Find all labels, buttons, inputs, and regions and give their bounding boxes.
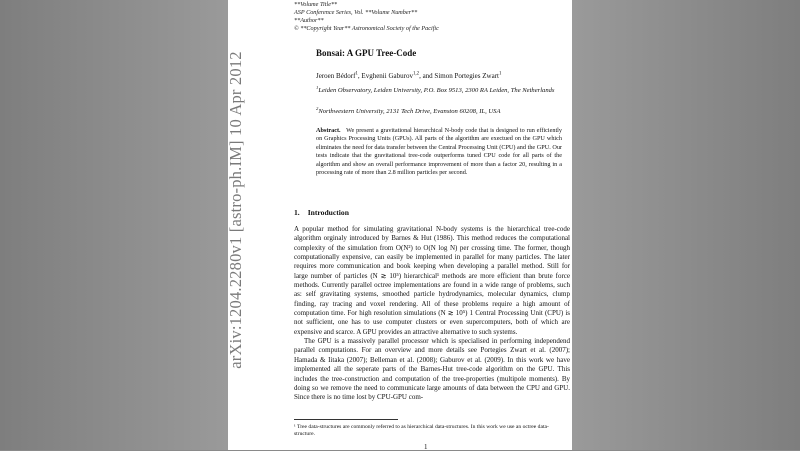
abstract [316,127,562,177]
author-gaburov: , Evghenii Gaburov [357,72,413,80]
author-gaburov-affil: 1,2 [412,71,420,77]
arxiv-stamp: arXiv:1204.2280v1 [astro-ph.IM] 10 Apr 2012 [226,51,245,369]
affiliation-2-text: Northwestern University, 2131 Tech Drive, Evanston 60208, IL, USA [318,108,501,115]
section-title: Introduction [307,208,349,217]
affiliation-1 [316,84,566,96]
affiliation-1-sup: 1 [316,84,319,90]
header-copyright: © **Copyright Year** Astronomical Society of the Pacific [294,25,439,32]
author-zwart-affil: 1 [498,71,502,77]
header-conference-series: ASP Conference Series, Vol. **Volume Number** [294,9,418,16]
body-text [294,225,570,403]
page-number: 1 [424,443,428,451]
affiliation-1-text: Leiden Observatory, Leiden University, P.O. Box 9513, 2300 RA Leiden, The Netherlands [318,87,555,94]
header-volume-title: **Volume Title** [294,1,338,8]
author-bedorf: Jeroen Bédorf [316,72,356,80]
abstract-text: We present a gravitational hierarchical N-body code that is designed to run efficiently on Graphics Processing Units (GPUs). All parts of the algorithm are exectued on the GPU which eliminates the need for data transfer between the Central Processing Unit (CPU) and the GPU. Our tests indicate that the gravitational tree-code outperforms tuned CPU code for all parts of the algorithm and show an overall performance improvement of more than a factor 20, resulting in a processing rate of more than 2.8 million particles per second. [316,127,562,177]
left-margin [0,0,228,450]
author-bedorf-affil: 1 [355,71,358,77]
header-author: **Author** [294,17,324,24]
affiliation-2 [316,105,566,117]
footnote-rule [294,419,398,420]
author-portegies-zwart: , and Simon Portegies Zwart [419,72,499,80]
affiliation-2-sup: 2 [316,105,319,111]
section-number: 1. [294,208,300,217]
footnote: ¹ Tree data-structures are commonly referred to as hierarchical data-structures. In this work we use an octree data-structure. [294,424,549,438]
right-margin [572,0,800,450]
section-heading [294,208,349,217]
paper-title: Bonsai: A GPU Tree-Code [316,48,417,58]
author-list [316,72,501,80]
paragraph-1: A popular method for simulating gravitational N-body systems is the hierarchical tree-code algorithm orginaly introduced by Barnes & Hut (1986). This method reduces the computational complexity of the simulation from O(N²) to O(N log N) per crossing time. The former, though computationally expensive, can easily be implemented in parallel for many particles. The later requires more communication and book keeping when developing a parallel method. Still for large number of particles (N ≳ 10⁵) hierarchical¹ methods are more efficient than brute force methods. Currently parallel octree implementations are found in a wide range of problems, such as: self gravitating systems, smoothed particle hydrodynamics, molecular dynamics, clump finding, ray tracing and voxel rendering. All of these problems require a high amount of computation time. For high resolution simulations (N ≳ 10⁵) 1 Central Processing Unit (CPU) is not sufficient, one has to use computer clusters or even supercomputers, both of which are expensive and scarce. A GPU provides an attractive alternative to such systems. [294,225,570,336]
abstract-label: Abstract. [316,127,341,134]
paragraph-2: The GPU is a massively parallel processor which is specialised in performing independend parallel computations. For an overview and more details see Portegies Zwart et al. (2007); Hamada & Iitaka (2007); Belleman et al. (2008); Gaburov et al. (2009). In this work we have implemented all the seperate parts of the Barnes-Hut tree-code algorithm on the GPU. This includes the tree-construction and computation of the tree-properties (multipole moments). By doing so we remove the need to communicate large amounts of data between the CPU and GPU. Since there is no time lost by CPU-GPU com- [294,337,570,402]
